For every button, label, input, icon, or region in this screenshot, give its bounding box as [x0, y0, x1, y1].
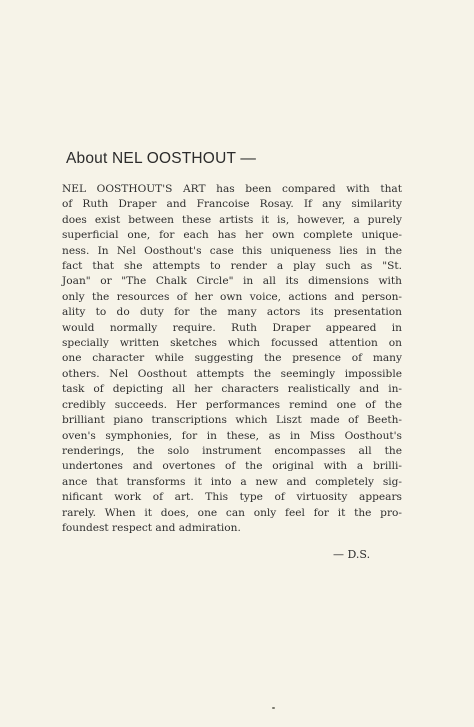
body-line: task of depicting all her characters realistically and in-	[62, 383, 402, 396]
body-line: ness. In Nel Oosthout's case this uniqueness lies in the	[62, 244, 402, 257]
body-line: oven's symphonies, for in these, as in Miss Oosthout's	[62, 429, 402, 442]
body-line: renderings, the solo instrument encompasses all the	[62, 444, 402, 457]
paper-speck	[272, 707, 275, 709]
body-line: fact that she attempts to render a play such as "St.	[62, 260, 402, 273]
signature: — D.S.	[333, 548, 371, 561]
body-line: credibly succeeds. Her performances remind one of the	[62, 398, 402, 411]
body-line: brilliant piano transcriptions which Liszt made of Beeth-	[62, 414, 402, 427]
body-line: one character while suggesting the presence of many	[62, 352, 402, 365]
body-line: superficial one, for each has her own complete unique-	[62, 229, 402, 242]
body-line: does exist between these artists it is, however, a purely	[62, 213, 402, 226]
body-line: nificant work of art. This type of virtuosity appears	[62, 491, 402, 504]
body-line: would normally require. Ruth Draper appeared in	[62, 321, 402, 334]
body-line: undertones and overtones of the original with a brilli-	[62, 460, 402, 473]
body-line: of Ruth Draper and Francoise Rosay. If any similarity	[62, 198, 402, 211]
body-line: rarely. When it does, one can only feel for it the pro-	[62, 506, 402, 519]
page-title: About NEL OOSTHOUT —	[66, 150, 257, 167]
body-line: foundest respect and admiration.	[62, 521, 241, 534]
body-paragraph	[62, 182, 402, 536]
body-line: Joan" or "The Chalk Circle" in all its dimensions with	[62, 275, 402, 288]
body-line: specially written sketches which focussed attention on	[62, 337, 402, 350]
body-line: only the resources of her own voice, actions and person-	[62, 290, 402, 303]
body-line: ance that transforms it into a new and completely sig-	[62, 475, 402, 488]
body-line: ality to do duty for the many actors its presentation	[62, 306, 402, 319]
body-line: others. Nel Oosthout attempts the seemingly impossible	[62, 367, 402, 380]
body-line: NEL OOSTHOUT'S ART has been compared with that	[62, 183, 402, 195]
